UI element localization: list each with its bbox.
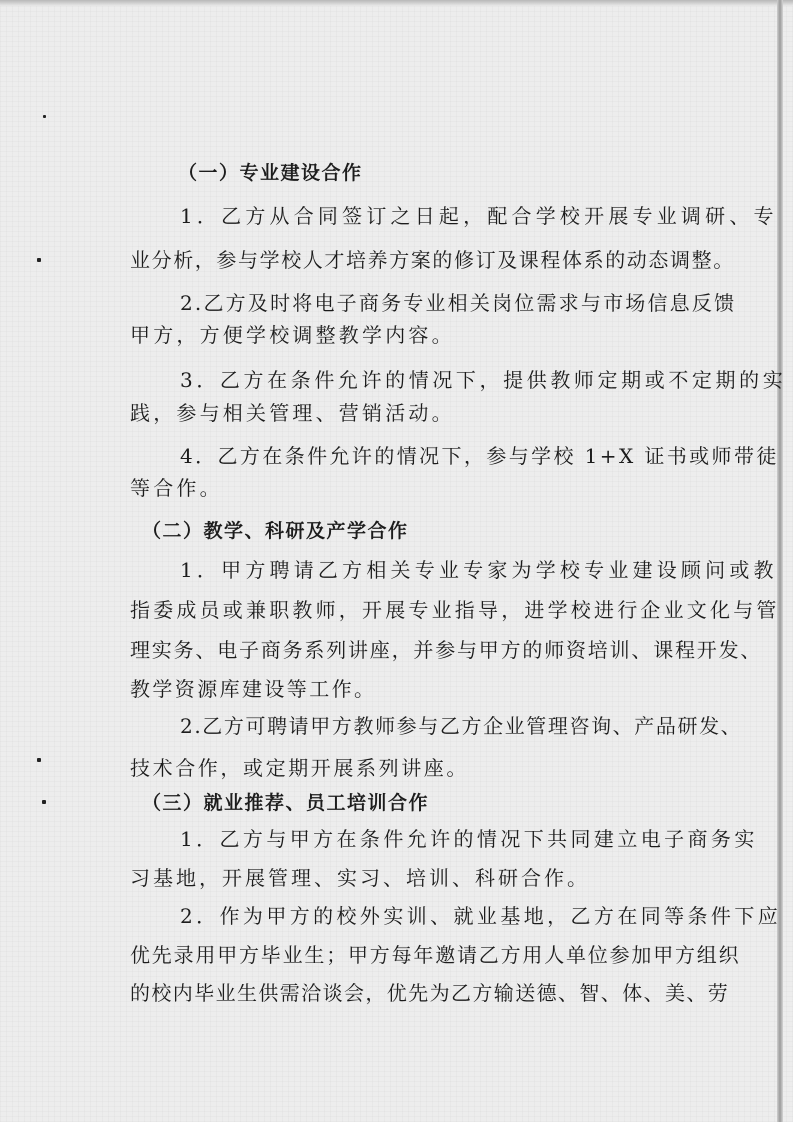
paragraph-line: 1．甲方聘请乙方相关专业专家为学校专业建设顾问或教	[180, 558, 778, 582]
paragraph-line: 等合作。	[130, 476, 223, 500]
paragraph-line: 技术合作，或定期开展系列讲座。	[130, 756, 469, 780]
paragraph-line: 业分析，参与学校人才培养方案的修订及课程体系的动态调整。	[130, 248, 735, 272]
paragraph-line: 2．作为甲方的校外实训、就业基地，乙方在同等条件下应	[180, 904, 782, 928]
paragraph-line: 教学资源库建设等工作。	[130, 677, 377, 701]
paragraph-line: 4．乙方在条件允许的情况下，参与学校 1+X 证书或师带徒	[180, 444, 779, 468]
paragraph-line: 2.乙方及时将电子商务专业相关岗位需求与市场信息反馈	[180, 291, 737, 315]
section-heading: （二）教学、科研及产学合作	[142, 520, 409, 542]
paragraph-line: 践，参与相关管理、营销活动。	[130, 401, 455, 425]
paragraph-line: 习基地，开展管理、实习、培训、科研合作。	[130, 866, 590, 890]
paragraph-line: 理实务、电子商务系列讲座，并参与甲方的师资培训、课程开发、	[130, 638, 763, 662]
paragraph-line: 甲方，方便学校调整教学内容。	[130, 323, 455, 347]
paragraph-line: 3．乙方在条件允许的情况下，提供教师定期或不定期的实	[180, 368, 787, 392]
paragraph-line: 2.乙方可聘请甲方教师参与乙方企业管理咨询、产品研发、	[180, 714, 743, 738]
paragraph-line: 1．乙方从合同签订之日起，配合学校开展专业调研、专	[180, 204, 778, 228]
paragraph-line: 优先录用甲方毕业生；甲方每年邀请乙方用人单位参加甲方组织	[130, 943, 741, 967]
paragraph-line: 1．乙方与甲方在条件允许的情况下共同建立电子商务实	[180, 827, 758, 851]
section-heading: （三）就业推荐、员工培训合作	[142, 792, 430, 814]
section-heading: （一）专业建设合作	[178, 162, 363, 184]
paragraph-line: 指委成员或兼职教师，开展专业指导，进学校进行企业文化与管	[130, 598, 780, 622]
paragraph-line: 的校内毕业生供需洽谈会，优先为乙方输送德、智、体、美、劳	[130, 981, 730, 1005]
